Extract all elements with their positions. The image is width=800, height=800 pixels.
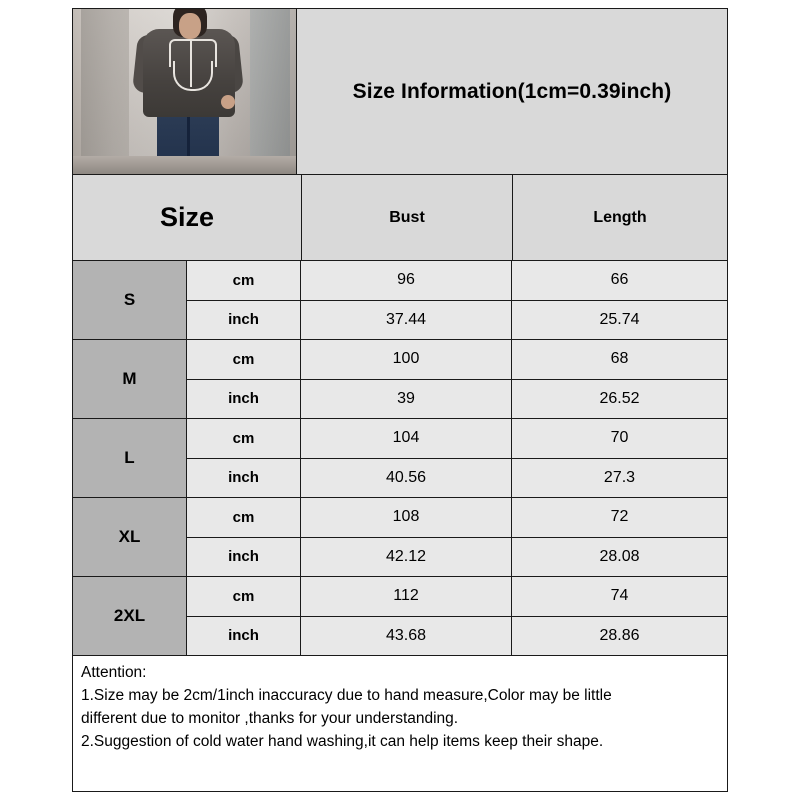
- header-title-text: Size Information(1cm=0.39inch): [352, 79, 672, 103]
- measurement-row-inch: [187, 301, 727, 340]
- measurement-row-cm: [187, 498, 727, 538]
- size-chart-sheet: [72, 8, 728, 792]
- photo-door-right: [250, 9, 290, 174]
- size-label-s: S: [73, 261, 187, 339]
- unit-cell: cm: [187, 419, 301, 458]
- tshirt-print-center-line: [190, 41, 192, 87]
- length-value: 66: [512, 261, 727, 300]
- unit-cell: inch: [187, 538, 301, 577]
- attention-section: [73, 656, 727, 791]
- bust-value: 42.12: [301, 538, 512, 577]
- table-body: [73, 261, 727, 656]
- column-header-size: Size: [73, 175, 302, 260]
- product-photo: [73, 9, 297, 174]
- bust-value: 100: [301, 340, 512, 379]
- size-values-2xl: [187, 577, 727, 655]
- measurement-row-cm: [187, 261, 727, 301]
- length-value: 28.86: [512, 617, 727, 656]
- header-title: [297, 9, 727, 174]
- attention-line-3: 2.Suggestion of cold water hand washing,it can help items keep their shape.: [81, 733, 604, 750]
- unit-cell: cm: [187, 261, 301, 300]
- model-hand: [221, 95, 235, 109]
- bust-value: 104: [301, 419, 512, 458]
- photo-door-left: [81, 9, 129, 174]
- measurement-row-inch: [187, 380, 727, 419]
- unit-cell: inch: [187, 617, 301, 656]
- bust-value: 37.44: [301, 301, 512, 340]
- unit-cell: cm: [187, 498, 301, 537]
- size-label-xl: XL: [73, 498, 187, 576]
- table-column-headers: [73, 175, 727, 261]
- column-header-length: Length: [593, 208, 647, 226]
- length-value: 74: [512, 577, 727, 616]
- tshirt-corset-print: [169, 39, 213, 91]
- bust-value: 40.56: [301, 459, 512, 498]
- length-value: 28.08: [512, 538, 727, 577]
- size-label-l: L: [73, 419, 187, 497]
- length-value: 27.3: [512, 459, 727, 498]
- measurement-row-inch: [187, 617, 727, 656]
- bust-value: 112: [301, 577, 512, 616]
- length-value: 72: [512, 498, 727, 537]
- measurement-row-inch: [187, 459, 727, 498]
- size-label-m: M: [73, 340, 187, 418]
- bust-value: 96: [301, 261, 512, 300]
- length-value: 25.74: [512, 301, 727, 340]
- size-values-l: [187, 419, 727, 497]
- model-face: [179, 13, 201, 39]
- bust-value: 39: [301, 380, 512, 419]
- unit-cell: inch: [187, 459, 301, 498]
- length-value: 26.52: [512, 380, 727, 419]
- table-row: [73, 577, 727, 656]
- bust-value: 43.68: [301, 617, 512, 656]
- measurement-row-inch: [187, 538, 727, 577]
- attention-line-1: 1.Size may be 2cm/1inch inaccuracy due to hand measure,Color may be little: [81, 687, 612, 704]
- size-values-s: [187, 261, 727, 339]
- size-label-2xl: 2XL: [73, 577, 187, 655]
- measurement-row-cm: [187, 419, 727, 459]
- length-value: 70: [512, 419, 727, 458]
- size-values-xl: [187, 498, 727, 576]
- size-values-m: [187, 340, 727, 418]
- table-row: [73, 498, 727, 577]
- measurement-row-cm: [187, 577, 727, 617]
- unit-cell: inch: [187, 301, 301, 340]
- table-row: [73, 419, 727, 498]
- unit-cell: cm: [187, 340, 301, 379]
- table-row: [73, 340, 727, 419]
- measurement-row-cm: [187, 340, 727, 380]
- attention-heading: Attention:: [81, 664, 147, 681]
- photo-model: [129, 9, 249, 174]
- bust-value: 108: [301, 498, 512, 537]
- table-row: [73, 261, 727, 340]
- unit-cell: cm: [187, 577, 301, 616]
- length-value: 68: [512, 340, 727, 379]
- header: [73, 9, 727, 175]
- column-header-bust: Bust: [302, 175, 513, 260]
- attention-line-2: different due to monitor ,thanks for your understanding.: [81, 710, 459, 727]
- unit-cell: inch: [187, 380, 301, 419]
- photo-floor: [73, 156, 296, 174]
